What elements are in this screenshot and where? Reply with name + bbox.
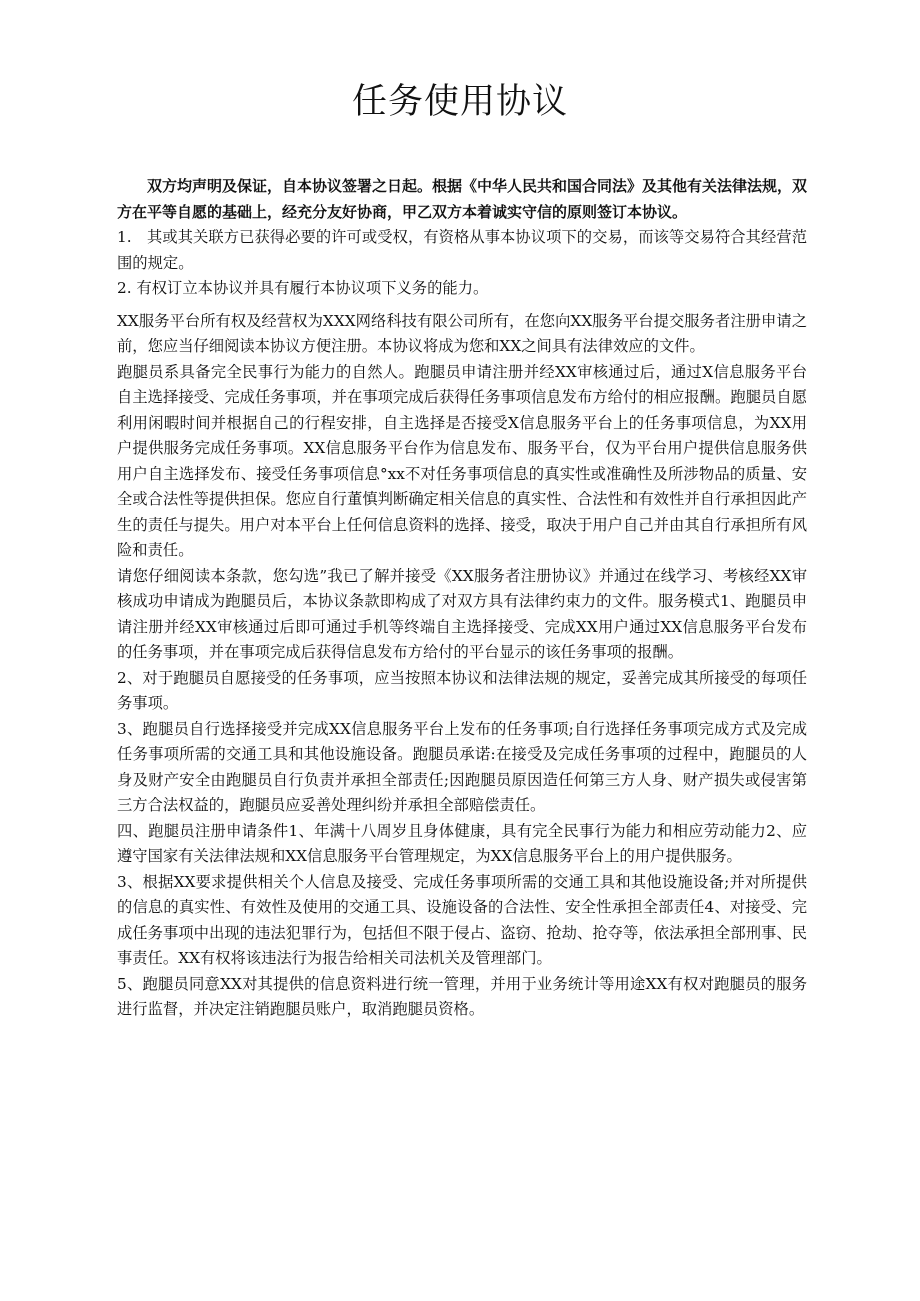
service-mode-paragraph: 请您仔细阅读本条款，您勾选”我已了解并接受《XX服务者注册协议》并通过在线学习、考核经XX审核成功申请成为跑腿员后，本协议条款即构成了对双方具有法律约束力的文件。服务模式1、跑腿员申请注册并经XX审核通过后即可通过手机等终端自主选择接受、完成XX用户通过XX信息服务平台发布的任务事项，并在事项完成后获得信息发布方给付的平台显示的该任务事项的报酬。 [117,566,807,661]
clause-1: 1. 其或其关联方已获得必要的许可或受权，有资格从事本协议项下的交易，而该等交易符合其经营范围的规定。 [117,228,807,272]
service-clause-2: 2、对于跑腿员自愿接受的任务事项，应当按照本协议和法律法规的规定，妥善完成其所接受的每项任务事项。 [117,668,807,712]
document-body [117,174,807,1023]
registration-clause-5: 5、跑腿员同意XX对其提供的信息资料进行统一管理，并用于业务统计等用途XX有权对跑腿员的服务进行监督，并决定注销跑腿员账户，取消跑腿员资格。 [117,974,807,1018]
intro-paragraph: 双方均声明及保证，自本协议签署之日起。根据《中华人民共和国合同法》及其他有关法律法规，双方在平等自愿的基础上，经充分友好协商，甲乙双方本着诚实守信的原则签订本协议。 [117,177,808,221]
platform-ownership-paragraph: XX服务平台所有权及经营权为XXX网络科技有限公司所有，在您向XX服务平台提交服务者注册申请之前，您应当仔细阅读本协议方便注册。本协议将成为您和XX之间具有法律效应的文件。 [117,311,807,355]
runner-definition-paragraph: 跑腿员系具备完全民事行为能力的自然人。跑腿员申请注册并经XX审核通过后，通过X信息服务平台自主选择接受、完成任务事项，并在事项完成后获得任务事项信息发布方给付的相应报酬。跑腿员自愿利用闲暇时间并根据自己的行程安排，自主选择是否接受X信息服务平台上的任务事项信息，为XX用户提供服务完成任务事项。XX信息服务平台作为信息发布、服务平台，仅为平台用户提供信息服务供用户自主选择发布、接受任务事项信息°xx不对任务事项信息的真实性或准确性及所涉物品的质量、安全或合法性等提供担保。您应自行董慎判断确定相关信息的真实性、合法性和有效性并自行承担因此产生的责任与提失。用户对本平台上任何信息资料的选择、接受，取决于用户自己并由其自行承担所有风险和责任。 [117,362,807,559]
page-title: 任务使用协议 [351,82,568,122]
registration-conditions-paragraph: 四、跑腿员注册申请条件1、年满十八周岁且身体健康，具有完全民事行为能力和相应劳动能力2、应遵守国家有关法律法规和XX信息服务平台管理规定，为XX信息服务平台上的用户提供服务。 [117,821,807,865]
clause-2: 2. 有权订立本协议并具有履行本协议项下义务的能力。 [117,279,489,297]
service-clause-3: 3、跑腿员自行选择接受并完成XX信息服务平台上发布的任务事项;自行选择任务事项完成方式及完成任务事项所需的交通工具和其他设施设备。跑腿员承诺:在接受及完成任务事项的过程中，跑腿员的人身及财产安全由跑腿员自行负责并承担全部责任;因跑腿员原因造任何第三方人身、财产损失或侵害第三方合法权益的，跑腿员应妥善处理纠纷并承担全部赔偿责任。 [117,719,807,814]
registration-clause-3: 3、根据XX要求提供相关个人信息及接受、完成任务事项所需的交通工具和其他设施设备;并对所提供的信息的真实性、有效性及使用的交通工具、设施设备的合法性、安全性承担全部责任4、对接受、完成任务事项中出现的违法犯罪行为，包括但不限于侵占、盗窃、抢劫、抢夺等，依法承担全部刑事、民事责任。XX有权将该违法行为报告给相关司法机关及管理部门。 [117,872,807,967]
